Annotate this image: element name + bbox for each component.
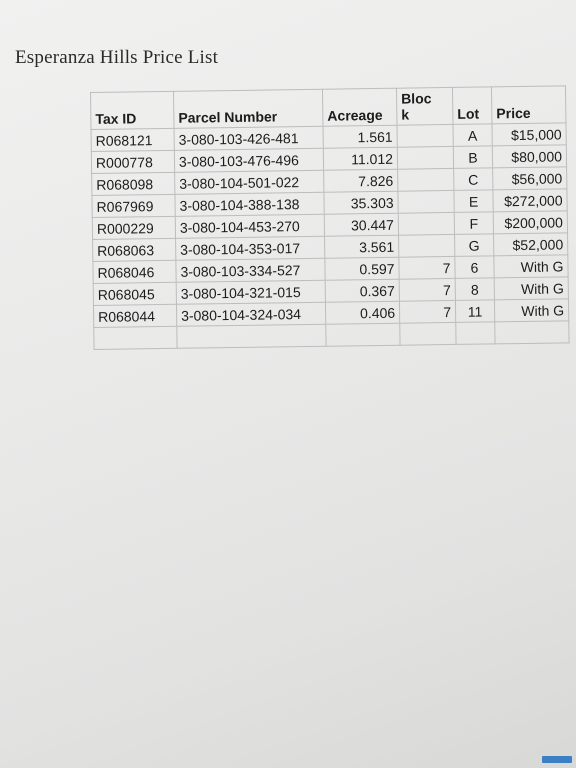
cell-tax-id (94, 326, 177, 349)
cell-parcel-number: 3-080-104-501-022 (175, 170, 324, 194)
cell-parcel-number: 3-080-104-324-034 (176, 302, 325, 326)
cell-acreage: 0.597 (325, 257, 399, 280)
cell-acreage: 30.447 (324, 213, 398, 236)
cell-lot: B (453, 146, 492, 169)
cell-acreage (326, 323, 400, 346)
cell-parcel-number (177, 324, 326, 348)
cell-parcel-number: 3-080-104-321-015 (176, 280, 325, 304)
cell-price: $52,000 (494, 233, 568, 256)
cell-block: 7 (399, 256, 455, 279)
cell-price: With G (494, 277, 568, 300)
cell-block (400, 322, 456, 345)
header-tax-id: Tax ID (91, 91, 175, 129)
cell-block (397, 124, 453, 147)
cell-tax-id: R068098 (92, 172, 175, 195)
cell-tax-id: R068063 (93, 238, 176, 261)
cell-lot (456, 322, 495, 345)
header-acreage: Acreage (322, 88, 397, 126)
header-block-line2: k (401, 106, 410, 123)
cell-price: $272,000 (493, 189, 567, 212)
cell-tax-id: R068046 (93, 260, 176, 283)
header-block-line1: Bloc (401, 90, 432, 107)
cell-acreage: 0.367 (325, 279, 399, 302)
cell-tax-id: R068121 (91, 128, 174, 151)
cell-parcel-number: 3-080-103-334-527 (176, 258, 325, 282)
cell-price: $15,000 (492, 123, 566, 146)
cell-lot: 11 (455, 300, 494, 323)
cell-price: $80,000 (492, 145, 566, 168)
cell-block: 7 (399, 300, 455, 323)
cell-block (398, 168, 454, 191)
cell-parcel-number: 3-080-104-388-138 (175, 192, 324, 216)
cell-price: With G (494, 299, 568, 322)
cell-acreage: 0.406 (325, 301, 399, 324)
cell-lot: E (454, 190, 493, 213)
document-title: Esperanza Hills Price List (15, 47, 219, 68)
cell-acreage: 1.561 (323, 125, 397, 148)
cell-tax-id: R068044 (93, 304, 176, 327)
cell-parcel-number: 3-080-103-476-496 (174, 148, 323, 172)
cell-lot: C (454, 168, 493, 191)
cell-acreage: 35.303 (324, 191, 398, 214)
cell-acreage: 11.012 (323, 147, 397, 170)
cell-block (398, 190, 454, 213)
cell-lot: A (453, 124, 492, 147)
cell-block: 7 (399, 278, 455, 301)
cell-tax-id: R068045 (93, 282, 176, 305)
header-lot: Lot (452, 87, 492, 125)
cell-parcel-number: 3-080-103-426-481 (174, 126, 323, 150)
cell-tax-id: R000229 (92, 216, 175, 239)
cell-block (399, 234, 455, 257)
cell-parcel-number: 3-080-104-453-270 (175, 214, 324, 238)
header-price: Price (491, 86, 566, 124)
cell-block (398, 212, 454, 235)
cell-acreage: 7.826 (324, 169, 398, 192)
cell-lot: 8 (455, 278, 494, 301)
cell-lot: F (454, 212, 493, 235)
cell-lot: 6 (455, 256, 494, 279)
cell-block (397, 146, 453, 169)
header-block (396, 87, 453, 125)
cell-price (495, 321, 569, 344)
cell-price: With G (494, 255, 568, 278)
price-list-table (90, 85, 570, 350)
cell-price: $56,000 (493, 167, 567, 190)
cell-acreage: 3.561 (325, 235, 399, 258)
corner-color-tag (542, 756, 572, 763)
cell-lot: G (455, 234, 494, 257)
cell-tax-id: R000778 (91, 150, 174, 173)
cell-price: $200,000 (493, 211, 567, 234)
cell-tax-id: R067969 (92, 194, 175, 217)
header-parcel-number: Parcel Number (173, 89, 323, 128)
cell-parcel-number: 3-080-104-353-017 (176, 236, 325, 260)
